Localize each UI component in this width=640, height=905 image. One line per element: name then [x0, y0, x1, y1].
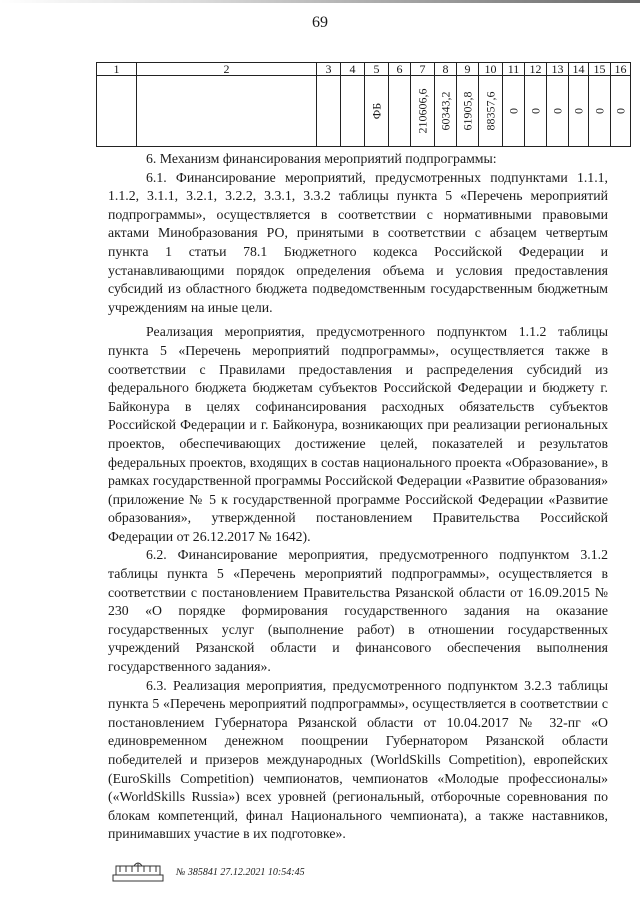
col-header: 11 [503, 63, 525, 76]
col-header: 16 [611, 63, 631, 76]
amount-cell: 61905,8 [457, 76, 479, 147]
table-row [97, 76, 631, 147]
amount-cell: 60343,2 [435, 76, 457, 147]
amount-cell: 0 [589, 76, 611, 147]
col-header: 3 [317, 63, 341, 76]
col-header: 7 [411, 63, 435, 76]
section-heading: 6. Механизм финансирования мероприятий подпрограммы: [146, 151, 497, 166]
amount-cell: 0 [611, 76, 631, 147]
col-header: 13 [547, 63, 569, 76]
paragraph: Реализация мероприятия, предусмотренного подпунктом 1.1.2 таблицы пункта 5 «Перечень мероприятий подпрограммы», осуществляется также в соответствии с Правилами предоставления и распределения субсидий из федерального бюджета бюджетам субъектов Российской Федерации и бюджету г. Байконура в целях софинансирования расходных обязательств субъектов Российской Федерации и г. Байконура, возникающих при реализации региональных проектов, обеспечивающих достижение целей, показателей и результатов федеральных проектов, входящих в состав национального проекта «Образование», в рамках государственной программы Российской Федерации «Развитие образования» (приложение № 5 к государственной программе Российской Федерации «Развитие образования», утвержденной постановлением Правительства Российской Федерации от 26.12.2017 № 1642). [108, 324, 608, 544]
col-header: 8 [435, 63, 457, 76]
col-header: 12 [525, 63, 547, 76]
col-header: 14 [569, 63, 589, 76]
amount-cell: 0 [547, 76, 569, 147]
table-cell [341, 76, 365, 147]
table-cell [137, 76, 317, 147]
col-header: 15 [589, 63, 611, 76]
amount-cell: 0 [503, 76, 525, 147]
col-header: 9 [457, 63, 479, 76]
table-cell [97, 76, 137, 147]
page-number: 69 [312, 14, 328, 31]
table-header-row [97, 63, 631, 76]
document-registration-id: № 385841 27.12.2021 10:54:45 [176, 867, 305, 878]
col-header: 2 [137, 63, 317, 76]
body-text [108, 150, 608, 844]
col-header: 10 [479, 63, 503, 76]
total-amount-cell: 210606,6 [411, 76, 435, 147]
amount-cell: 0 [569, 76, 589, 147]
document-stamp-logo [112, 860, 164, 882]
amount-cell: 0 [525, 76, 547, 147]
paragraph: 6.2. Финансирование мероприятия, предусмотренного подпунктом 3.1.2 таблицы пункта 5 «Перечень мероприятий подпрограммы», осуществляется в соответствии с постановлением Правительства Рязанской области от 16.09.2015 № 230 «О порядке формирования государственного задания на оказание государственных услуг (выполнение работ) в отношении государственных учреждений Рязанской области и финансового обеспечения выполнения государственного задания». [108, 547, 608, 675]
col-header: 6 [389, 63, 411, 76]
table-cell [389, 76, 411, 147]
paragraph: 6.1. Финансирование мероприятий, предусмотренных подпунктами 1.1.1, 1.1.2, 3.1.1, 3.2.1, 3.2.2, 3.3.1, 3.3.2 таблицы пункта 5 «Перечень мероприятий подпрограммы», осуществляется в соответствии с нормативными правовыми актами Минобразования РО, принятыми в соответствии с абзацем четвертым пункта 1 статьи 78.1 Бюджетного кодекса Российской Федерации и устанавливающими порядок определения объема и условия предоставления субсидий из областного бюджета подведомственным государственным бюджетным учреждениям на иные цели. [108, 169, 608, 315]
table-cell [317, 76, 341, 147]
col-header: 5 [365, 63, 389, 76]
col-header: 1 [97, 63, 137, 76]
financing-table [96, 62, 631, 147]
scan-edge [0, 0, 640, 3]
amount-cell: 88357,6 [479, 76, 503, 147]
col-header: 4 [341, 63, 365, 76]
funding-source-cell: ФБ [365, 76, 389, 147]
paragraph: 6.3. Реализация мероприятия, предусмотренного подпунктом 3.2.3 таблицы пункта 5 «Перечень мероприятий подпрограммы», осуществляется в соответствии с постановлением Губернатора Рязанской области от 10.04.2017 № 32-пг «О единовременном денежном поощрении Губернатором Рязанской области победителей и призеров международных (WorldSkills Competition), европейских (EuroSkills Competition) чемпионатов, чемпионатов «Молодые профессионалы» («WorldSkills Russia») всех уровней (региональный, отборочные соревнования по блокам компетенций, финал Национального чемпионата), а также наставников, принимавших участие в их подготовке». [108, 677, 608, 842]
